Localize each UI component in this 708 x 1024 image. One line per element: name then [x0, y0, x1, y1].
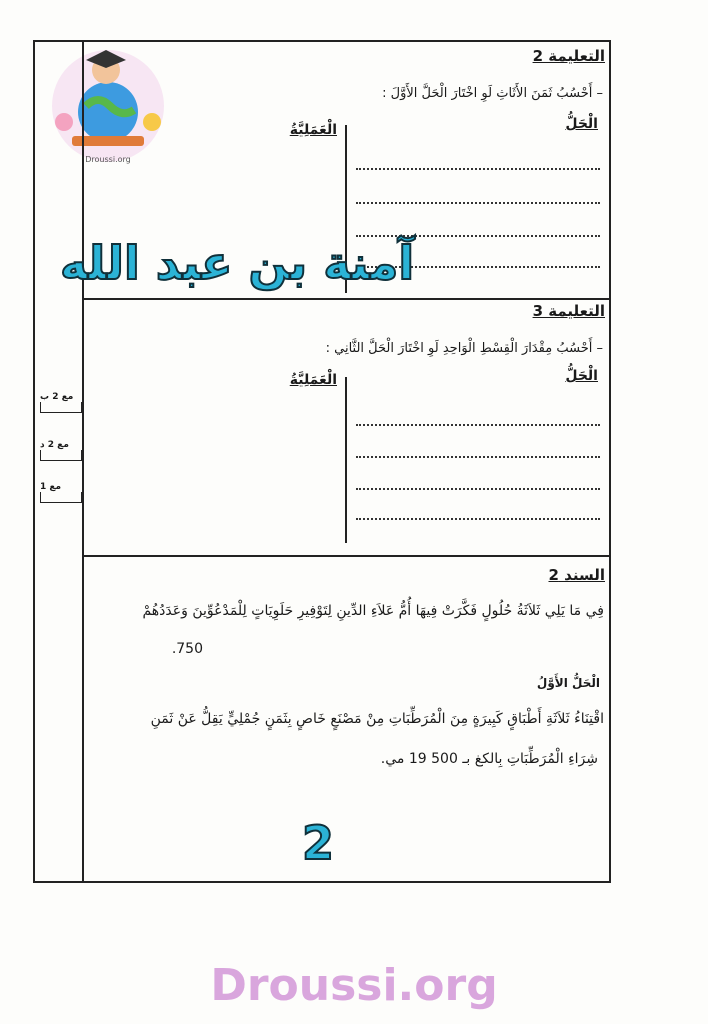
section2-solution-label: الْحَلُّ [565, 368, 598, 384]
section2-question: – أَحْسُبُ مِقْدَارَ الْقِسْطِ الْوَاحِدِ لَوِ اخْتَارَ الْحَلَّ الثَّانِي : [325, 341, 603, 356]
document-line: شِرَاءِ الْمُرَطِّبَاتِ بِالكغ بـ 500 19 مي. [380, 751, 598, 767]
document-line: فِي مَا يَلِي ثَلاَثَةُ حُلُولٍ فَكَّرَتْ فِيهَا أُمُّ عَلاَءِ الدِّينِ لِتَوْفِيرِ حَلَوِيَاتٍ لِلْمَدْعُوِّينَ وَعَدَدُهُمْ [142, 603, 604, 619]
criterion-box[interactable] [40, 402, 82, 413]
section2-operation-label: الْعَمَلِيَّةُ [289, 372, 337, 388]
document-subtitle: الْحَلُّ الأَوَّلُ [536, 676, 600, 690]
section1-operation-label: الْعَمَلِيَّةُ [289, 122, 337, 138]
page-number: 2 [302, 816, 335, 870]
section1-title: التعليمة 2 [532, 47, 605, 65]
section1-question: – أَحْسُبُ ثَمَنَ الأَثَاثِ لَوِ اخْتَارَ الْحَلَّ الأَوَّلَ : [382, 86, 603, 101]
document-line: اقْتِنَاءُ ثَلاَثَةِ أَطْبَاقٍ كَبِيرَةٍ مِنَ الْمُرَطِّبَاتِ مِنْ مَصْنَعٍ خَاصٍ بِثَمَنٍ جُمْلِيٍّ يَقِلُّ عَنْ ثَمَنِ [150, 711, 604, 727]
answer-line[interactable] [356, 518, 600, 520]
criterion-label: مع 2 د [40, 440, 69, 450]
section2-title: التعليمة 3 [532, 302, 605, 320]
criterion-box[interactable] [40, 450, 82, 461]
answer-line[interactable] [356, 488, 600, 490]
criterion-box[interactable] [40, 492, 82, 503]
criterion-label: مع 1 [40, 482, 62, 492]
document-title: السند 2 [548, 566, 605, 584]
answer-line[interactable] [356, 456, 600, 458]
section2-column-divider [345, 377, 347, 543]
answer-line[interactable] [356, 168, 600, 170]
section1-solution-label: الْحَلُّ [565, 116, 598, 132]
criterion-label: مع 2 ب [40, 392, 74, 402]
document-line: 750. [171, 641, 203, 657]
answer-line[interactable] [356, 202, 600, 204]
section-divider [84, 555, 611, 557]
answer-line[interactable] [356, 424, 600, 426]
author-name-watermark: آمنة بن عبد الله [60, 236, 415, 290]
site-footer: Droussi.org [210, 960, 498, 1011]
criteria-column-divider [82, 40, 84, 883]
logo-text: Droussi.org [85, 155, 131, 164]
section-divider [84, 298, 611, 300]
